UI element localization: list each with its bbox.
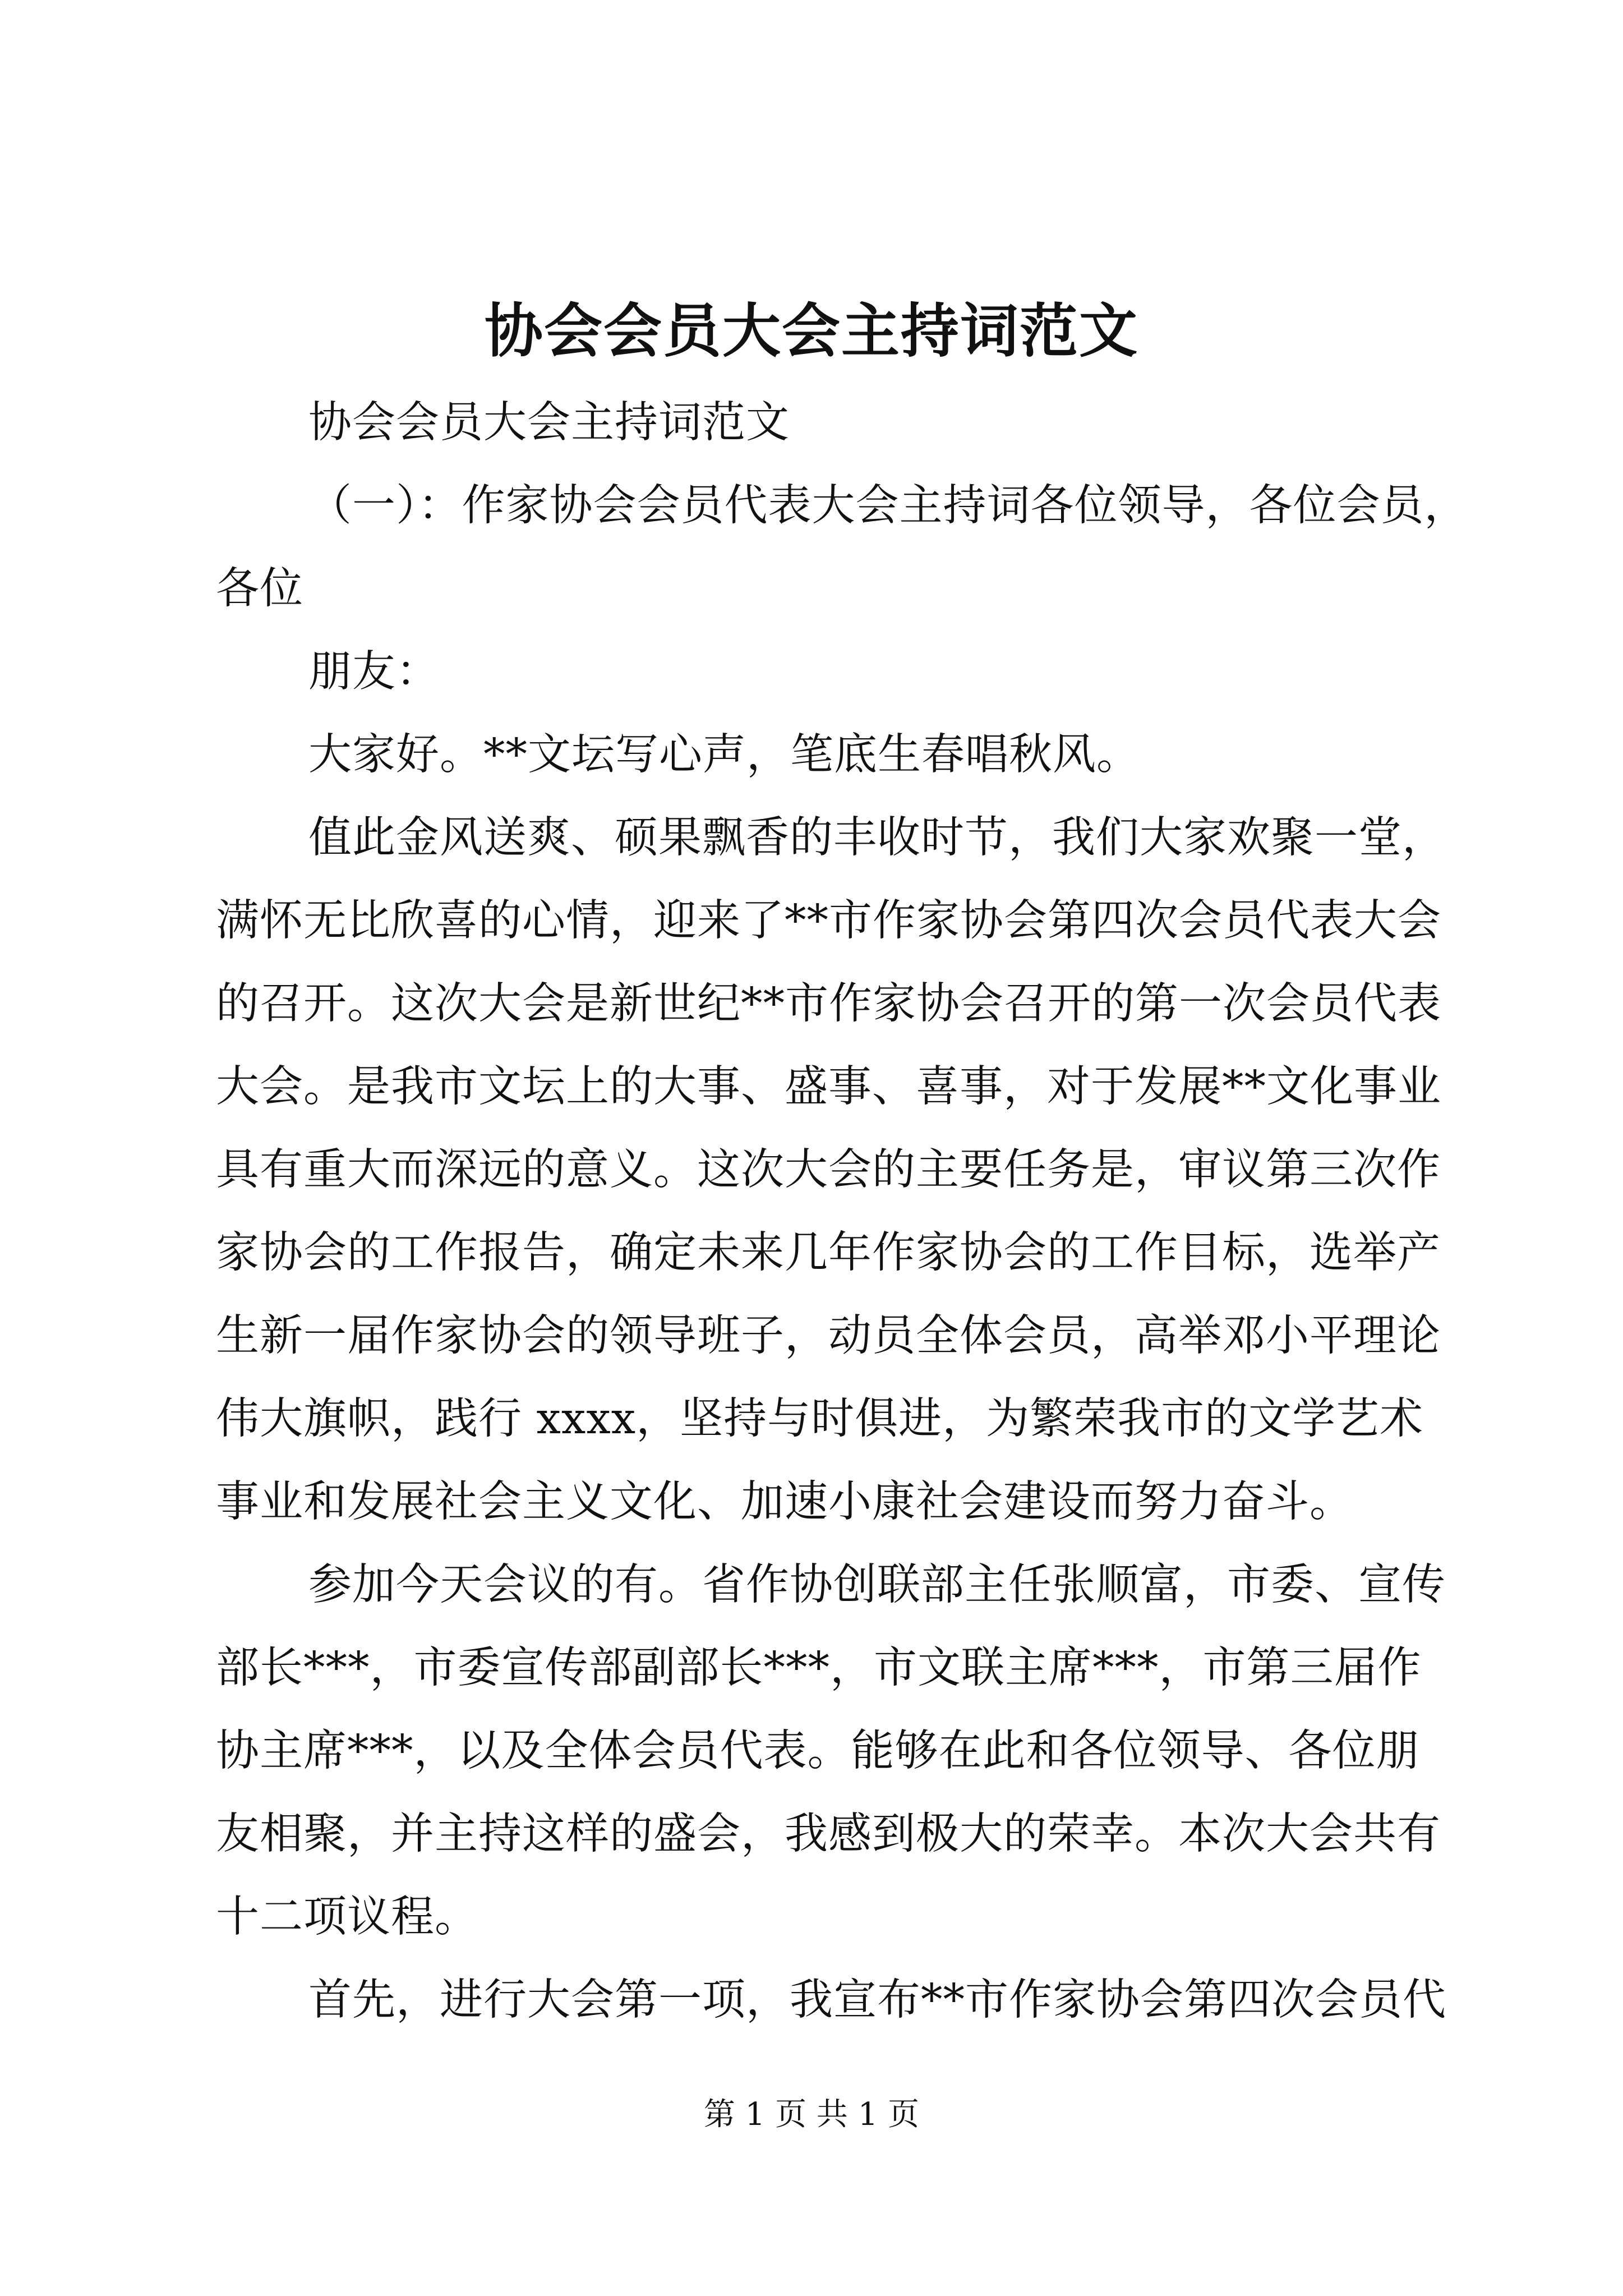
text-line: 协会会员大会主持词范文 [308,398,790,448]
text-line: 满怀无比欣喜的心情，迎来了**市作家协会第四次会员代表大会 [216,896,1441,946]
paragraph [216,464,1468,631]
text-line: 协主席***，以及全体会员代表。能够在此和各位领导、各位朋 [216,1726,1420,1776]
text-line: 朋友： [308,647,440,697]
paragraph [216,1959,1446,2042]
text-line: 具有重大而深远的意义。这次大会的主要任务是，审议第三次作 [216,1145,1441,1195]
text-line: 十二项议程。 [216,1892,478,1942]
text-line: （一）：作家协会会员代表大会主持词各位领导，各位会员， [308,481,1468,531]
paragraph [216,714,1427,797]
paragraph [216,381,1427,464]
page-footer: 第 1 页 共 1 页 [703,2096,920,2133]
text-line: 参加今天会议的有。省作协创联部主任张顺富，市委、宣传 [308,1560,1446,1610]
document-body [216,381,1468,2042]
text-line: 家协会的工作报告，确定未来几年作家协会的工作目标，选举产 [216,1228,1441,1278]
text-line: 首先，进行大会第一项，我宣布**市作家协会第四次会员代 [308,1975,1446,2025]
text-line: 各位 [216,564,303,614]
paragraph [216,1544,1446,1959]
text-line: 的召开。这次大会是新世纪**市作家协会召开的第一次会员代表 [216,979,1441,1029]
paragraph [216,797,1446,1544]
text-line: 部长***，市委宣传部副部长***，市文联主席***，市第三届作 [216,1643,1422,1693]
text-line: 大会。是我市文坛上的大事、盛事、喜事，对于发展**文化事业 [216,1062,1441,1112]
text-line: 伟大旗帜，践行 xxxx，坚持与时俱进，为繁荣我市的文学艺术 [216,1394,1424,1444]
text-line: 友相聚，并主持这样的盛会，我感到极大的荣幸。本次大会共有 [216,1809,1441,1859]
text-line: 事业和发展社会主义文化、加速小康社会建设而努力奋斗。 [216,1477,1353,1527]
text-line: 生新一届作家协会的领导班子，动员全体会员，高举邓小平理论 [216,1311,1441,1361]
document-title: 协会会员大会主持词范文 [484,296,1138,365]
text-line: 值此金风送爽、硕果飘香的丰收时节，我们大家欢聚一堂， [308,813,1446,863]
paragraph [216,631,1427,714]
text-line: 大家好。**文坛写心声，笔底生春唱秋风。 [308,730,1140,780]
